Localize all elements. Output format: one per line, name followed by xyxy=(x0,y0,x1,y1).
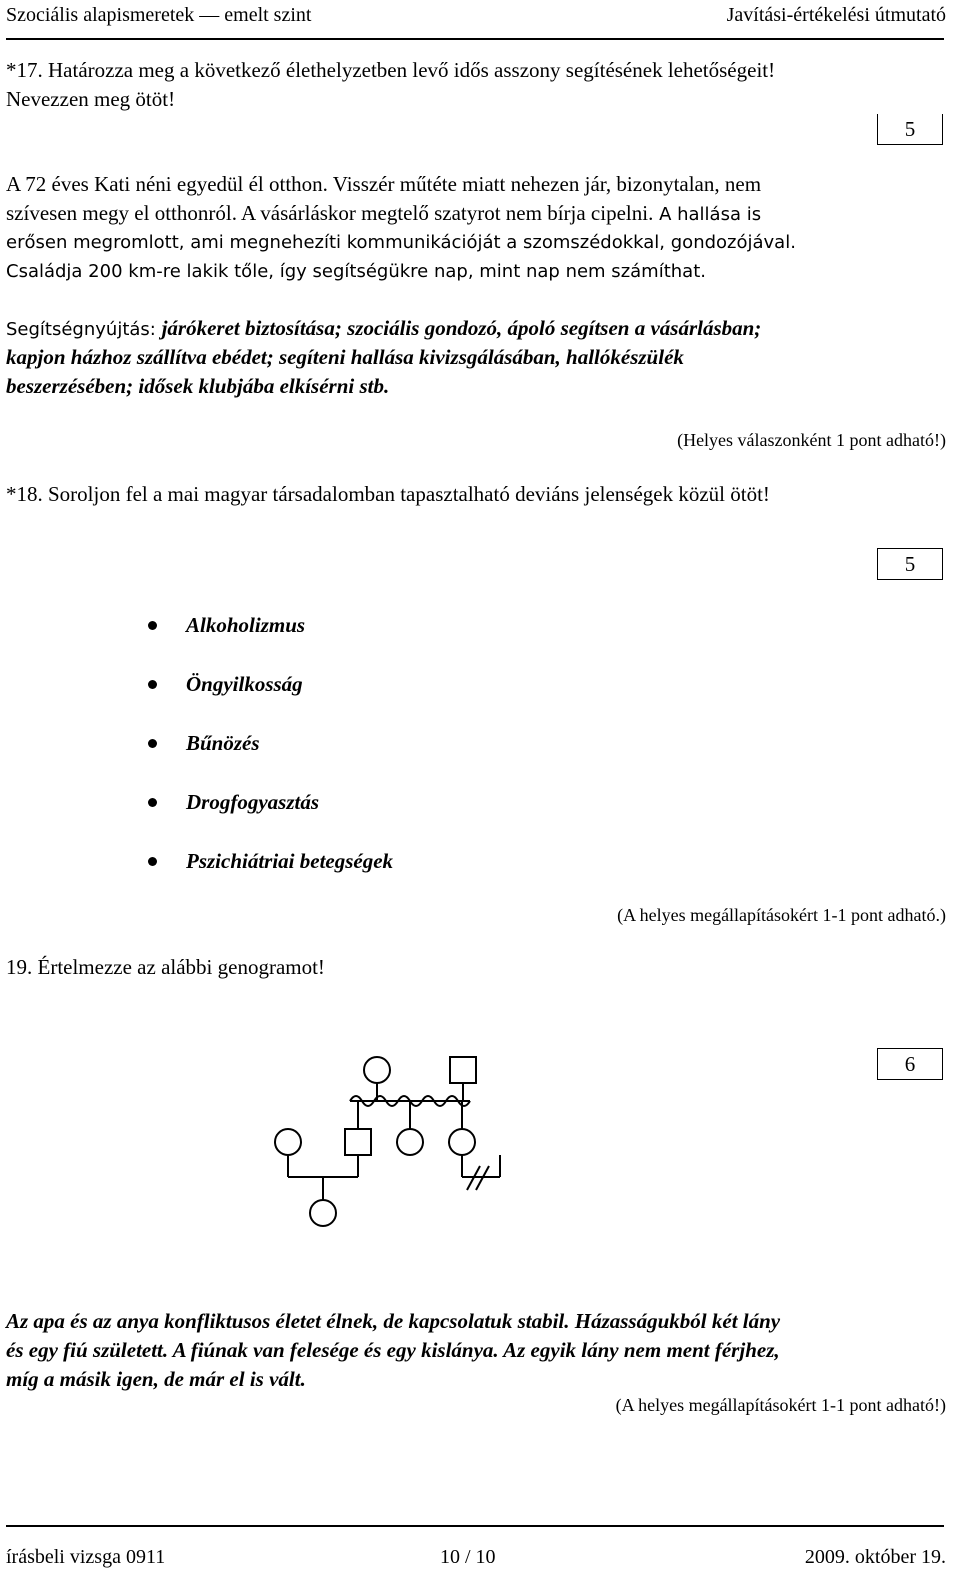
genogram-diagram xyxy=(260,1050,520,1245)
header-left: Szociális alapismeretek — emelt szint xyxy=(6,4,312,26)
q17-case-line2b: A hallása is xyxy=(653,204,762,225)
bullet-icon xyxy=(148,739,157,748)
list-item-label: Öngyilkosság xyxy=(186,672,303,696)
q17-title-line2: Nevezzen meg ötöt! xyxy=(6,87,176,111)
header-rule xyxy=(6,38,944,40)
footer-left: írásbeli vizsga 0911 xyxy=(6,1546,166,1568)
q19-score-box: 6 xyxy=(877,1048,943,1080)
genogram-daughter-unmarried xyxy=(397,1129,423,1155)
q19-answer-line1: Az apa és az anya konfliktusos életet élnek, de kapcsolatuk stabil. Házasságukból két lány xyxy=(6,1309,781,1333)
q17-case-line4: Családja 200 km-re lakik tőle, így segítségükre nap, mint nap nem számíthat. xyxy=(6,261,706,282)
list-item xyxy=(148,670,393,729)
q19-title: 19. Értelmezze az alábbi genogramot! xyxy=(6,955,325,979)
q17-case-line2 xyxy=(6,199,761,229)
q17-answer-text1: járókeret biztosítása; szociális gondozó, ápoló segítsen a vásárlásban; xyxy=(161,316,762,340)
list-item xyxy=(148,788,393,847)
q18-deviance-list xyxy=(148,611,393,906)
bullet-icon xyxy=(148,680,157,689)
q17-answer-line2: kapjon házhoz szállítva ebédet; segíteni hallása kivizsgálásában, hallókészülék xyxy=(6,345,684,369)
q19-scoring-note: (A helyes megállapításokért 1-1 pont adható!) xyxy=(615,1395,946,1415)
genogram-daughter-divorced xyxy=(449,1129,475,1155)
genogram-granddaughter xyxy=(310,1200,336,1226)
q17-answer-line3: beszerzésében; idősek klubjába elkísérni stb. xyxy=(6,374,390,398)
footer-rule xyxy=(6,1525,944,1527)
header-right: Javítási-értékelési útmutató xyxy=(726,4,946,26)
list-item-label: Alkoholizmus xyxy=(186,613,306,637)
footer-right: 2009. október 19. xyxy=(804,1546,946,1568)
q17-score-box: 5 xyxy=(877,114,943,145)
q17-answer-label: Segítségnyújtás: xyxy=(6,319,162,340)
list-item xyxy=(148,729,393,788)
bullet-icon xyxy=(148,857,157,866)
q19-answer-line3: míg a másik igen, de már el is vált. xyxy=(6,1367,306,1391)
list-item-label: Pszichiátriai betegségek xyxy=(186,849,394,873)
q17-case-line3: erősen megromlott, ami megnehezíti kommunikációját a szomszédokkal, gondozójával. xyxy=(6,232,796,253)
list-item-label: Drogfogyasztás xyxy=(186,790,320,814)
bullet-icon xyxy=(148,798,157,807)
q18-scoring-note: (A helyes megállapításokért 1-1 pont adható.) xyxy=(617,905,946,925)
q18-score-box: 5 xyxy=(877,548,943,580)
q17-scoring-note: (Helyes válaszonként 1 pont adható!) xyxy=(677,430,946,450)
q18-title: *18. Soroljon fel a mai magyar társadalomban tapasztalható deviáns jelenségek közül ötöt! xyxy=(6,482,770,506)
list-item xyxy=(148,847,393,906)
footer-page-number: 10 / 10 xyxy=(440,1546,496,1568)
bullet-icon xyxy=(148,621,157,630)
q17-answer-line1 xyxy=(6,314,761,344)
q19-answer-line2: és egy fiú született. A fiúnak van felesége és egy kislánya. Az egyik lány nem ment férjhez, xyxy=(6,1338,780,1362)
q17-case-line2a: szívesen megy el otthonról. A vásárláskor megtelő szatyrot nem bírja cipelni. xyxy=(6,201,654,225)
list-item xyxy=(148,611,393,670)
genogram-son-wife xyxy=(275,1129,301,1155)
q17-title-line1: *17. Határozza meg a következő élethelyzetben levő idős asszony segítésének lehetőségeit! xyxy=(6,58,776,82)
list-item-label: Bűnözés xyxy=(186,731,260,755)
q17-case-line1: A 72 éves Kati néni egyedül él otthon. Visszér műtéte miatt nehezen jár, bizonytalan, nem xyxy=(6,172,762,196)
genogram-son xyxy=(345,1129,371,1155)
genogram-father xyxy=(450,1057,476,1083)
genogram-mother xyxy=(364,1057,390,1083)
